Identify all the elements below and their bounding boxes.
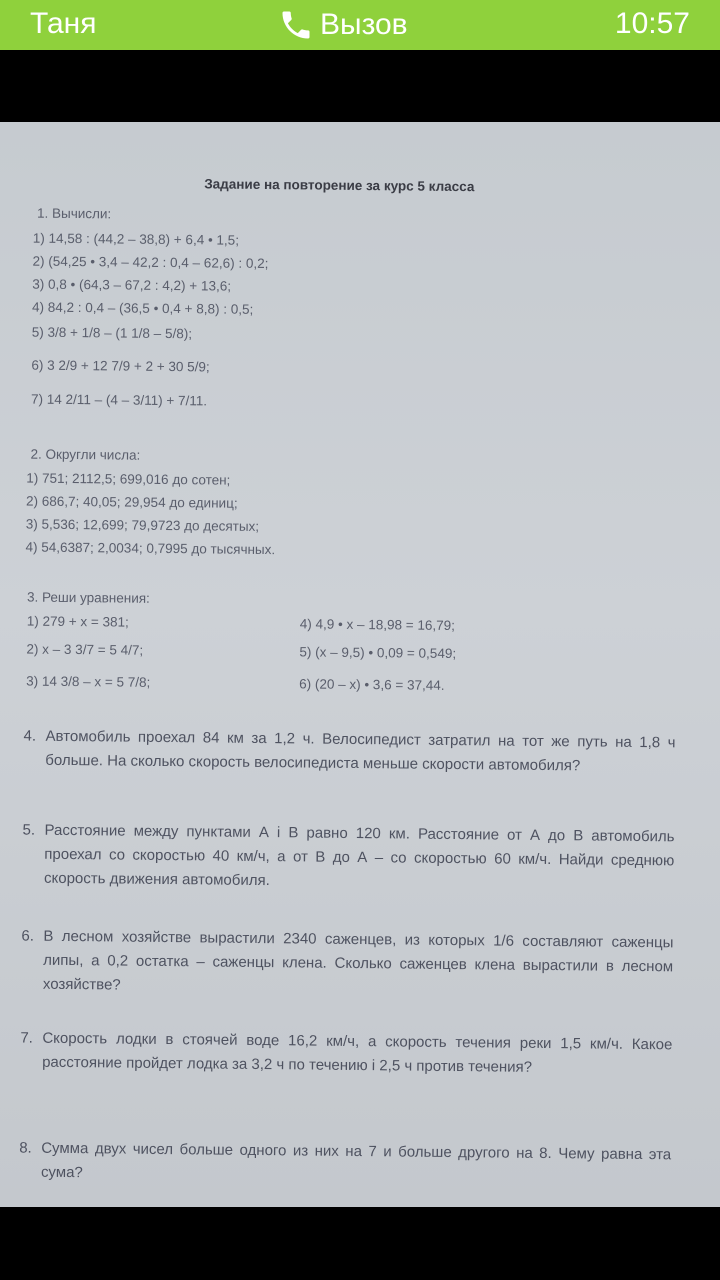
problem-number: 8. bbox=[19, 1139, 32, 1157]
task1-item: 4) 84,2 : 0,4 – (36,5 • 0,4 + 8,8) : 0,5; bbox=[31, 299, 254, 317]
document-title: Задание на повторение за курс 5 класса bbox=[204, 176, 475, 195]
task1-heading: 1. Вычисли: bbox=[36, 205, 112, 222]
task1-item: 2) (54,25 • 3,4 – 42,2 : 0,4 – 62,6) : 0,2; bbox=[32, 253, 269, 272]
problem-text: В лесном хозяйстве вырастили 2340 саженцев, из которых 1/6 составляют саженцы липы, а 0,2 остатка – саженцы клена. Сколько саженцев клена вырастили в лесном хозяйстве? bbox=[42, 927, 674, 994]
call-indicator[interactable] bbox=[278, 6, 408, 44]
task3-heading: 3. Реши уравнения: bbox=[26, 589, 150, 606]
task2-item: 2) 686,7; 40,05; 29,954 до единиц; bbox=[25, 493, 238, 511]
problem bbox=[19, 1136, 671, 1191]
task3-equation: 4) 4,9 • x – 18,98 = 16,79; bbox=[299, 616, 456, 634]
problem-number: 4. bbox=[23, 727, 37, 745]
caller-name: Таня bbox=[30, 7, 97, 40]
problem bbox=[20, 1026, 672, 1081]
call-label: Вызов bbox=[320, 8, 408, 41]
problem bbox=[23, 725, 675, 780]
task2-item: 3) 5,536; 12,699; 79,9723 до десятых; bbox=[25, 516, 260, 534]
problem bbox=[22, 819, 675, 898]
task2-heading: 2. Округли числа: bbox=[30, 446, 141, 463]
task1-item: 3) 0,8 • (64,3 – 67,2 : 4,2) + 13,6; bbox=[32, 276, 232, 294]
problem-text: Скорость лодки в стоячей воде 16,2 км/ч, а скорость течения реки 1,5 км/ч. Какое расстояние пройдет лодка за 3,2 ч по течению і 2,5 ч против течения? bbox=[42, 1029, 673, 1076]
task1-item: 6) 3 2/9 + 12 7/9 + 2 + 30 5/9; bbox=[31, 357, 210, 375]
phone-icon bbox=[278, 7, 314, 43]
task1-item: 7) 14 2/11 – (4 – 3/11) + 7/11. bbox=[31, 391, 208, 409]
problem-text: Расстояние между пунктами А і В равно 120 км. Расстояние от А до В автомобиль проехал со скоростью 40 км/ч, а от В до А – со скоростью 60 км/ч. Найди среднюю скорость движения автомобиля. bbox=[43, 821, 675, 890]
task3-equation: 6) (20 – x) • 3,6 = 37,44. bbox=[299, 676, 445, 693]
worksheet bbox=[0, 122, 720, 1207]
task3-equation: 5) (x – 9,5) • 0,09 = 0,549; bbox=[299, 644, 457, 662]
task3-equation: 3) 14 3/8 – x = 5 7/8; bbox=[26, 673, 151, 690]
problem-text: Сумма двух чисел больше одного из них на 7 и больше другого на 8. Чему равна эта сума? bbox=[40, 1139, 672, 1182]
task1-item: 1) 14,58 : (44,2 – 38,8) + 6,4 • 1,5; bbox=[32, 230, 240, 248]
problem bbox=[21, 925, 674, 1004]
status-bar bbox=[0, 0, 720, 50]
problem-text: Автомобиль проехал 84 км за 1,2 ч. Велосипедист затратил на тот же путь на 1,8 ч больше. На сколько скорость велосипедиста меньше скорости автомобиля? bbox=[45, 727, 676, 775]
clock: 10:57 bbox=[614, 7, 690, 40]
task2-item: 1) 751; 2112,5; 699,016 до сотен; bbox=[26, 470, 231, 488]
task3-equation: 1) 279 + x = 381; bbox=[26, 613, 129, 630]
task2-item: 4) 54,6387; 2,0034; 0,7995 до тысячных. bbox=[25, 539, 276, 558]
problem-number: 6. bbox=[21, 927, 35, 945]
task3-equation: 2) x – 3 3/7 = 5 4/7; bbox=[26, 641, 144, 658]
task1-item: 5) 3/8 + 1/8 – (1 1/8 – 5/8); bbox=[31, 324, 193, 342]
problem-number: 5. bbox=[22, 821, 36, 839]
problem-number: 7. bbox=[20, 1029, 33, 1047]
document-photo bbox=[0, 122, 720, 1207]
